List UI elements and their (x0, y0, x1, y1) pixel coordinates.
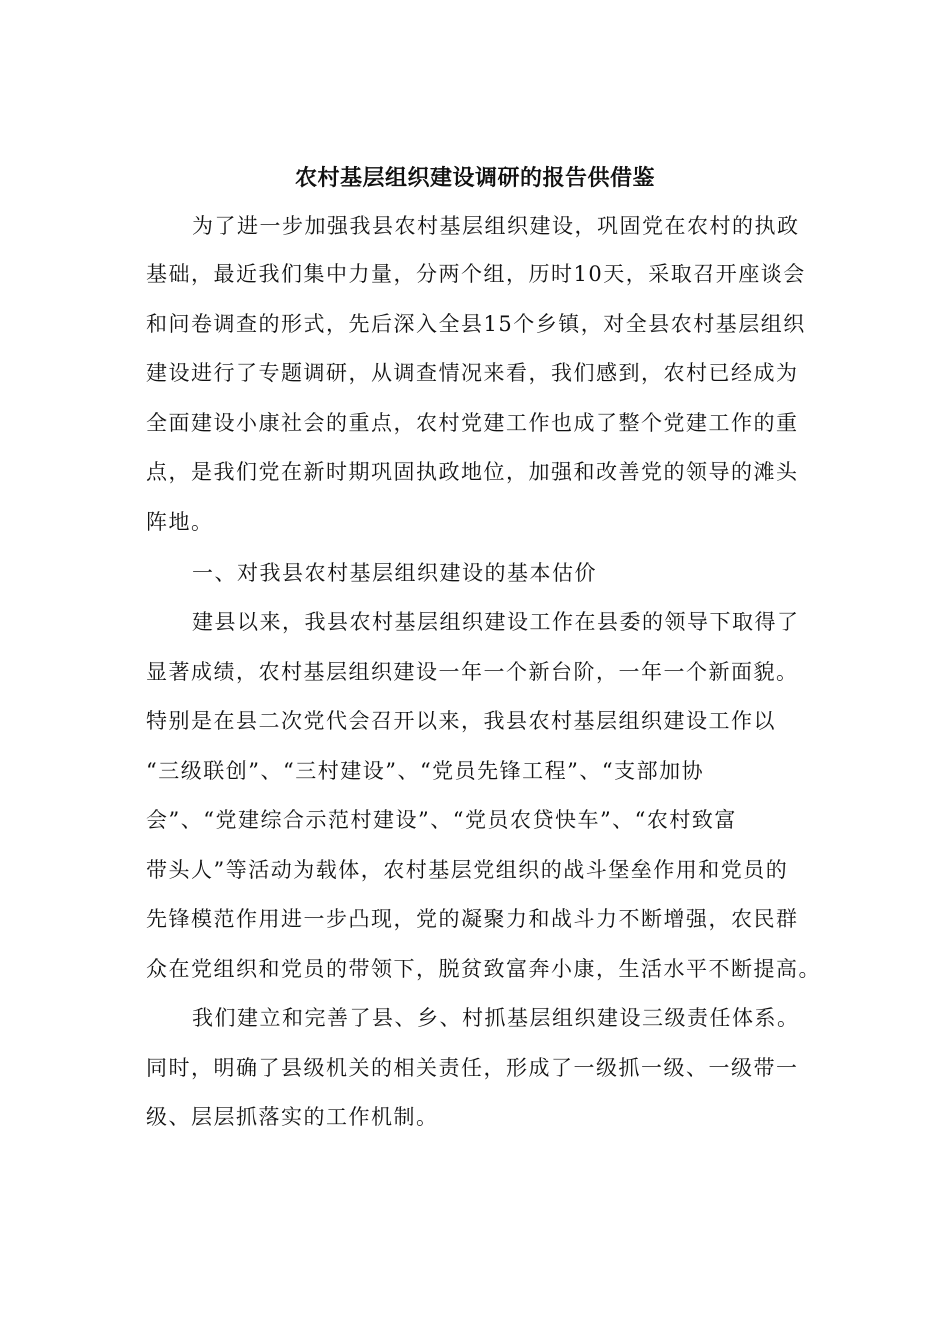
paragraph-line: 点，是我们党在新时期巩固执政地位，加强和改善党的领导的滩头 (146, 460, 799, 484)
paragraph-line: 显著成绩，农村基层组织建设一年一个新台阶，一年一个新面貌。 (146, 660, 799, 684)
paragraph-line: 众在党组织和党员的带领下，脱贫致富奔小康，生活水平不断提高。 (146, 957, 821, 981)
paragraph-line: 级、层层抓落实的工作机制。 (146, 1105, 439, 1129)
document-title: 农村基层组织建设调研的报告供借鉴 (294, 165, 655, 191)
paragraph-line: 阵地。 (146, 510, 214, 534)
section-heading: 一、对我县农村基层组织建设的基本估价 (192, 561, 597, 585)
paragraph-line: 同时，明确了县级机关的相关责任，形成了一级抓一级、一级带一 (146, 1056, 799, 1080)
paragraph-line: 特别是在县二次党代会召开以来，我县农村基层组织建设工作以 (146, 709, 776, 733)
paragraph-line: “三级联创”、“三村建设”、“党员先锋工程”、“支部加协 (146, 759, 705, 783)
paragraph-line: 会”、“党建综合示范村建设”、“党员农贷快车”、“农村致富 (146, 808, 737, 832)
paragraph-line: 建设进行了专题调研，从调查情况来看，我们感到，农村已经成为 (146, 361, 799, 385)
paragraph-line: 基础，最近我们集中力量，分两个组，历时10天，采取召开座谈会 (146, 262, 806, 286)
paragraph-line: 建县以来，我县农村基层组织建设工作在县委的领导下取得了 (192, 610, 800, 634)
paragraph-line: 全面建设小康社会的重点，农村党建工作也成了整个党建工作的重 (146, 411, 799, 435)
paragraph-line: 我们建立和完善了县、乡、村抓基层组织建设三级责任体系。 (192, 1006, 800, 1030)
paragraph-line: 和问卷调查的形式，先后深入全县15个乡镇，对全县农村基层组织 (146, 312, 806, 336)
paragraph-line: 先锋模范作用进一步凸现，党的凝聚力和战斗力不断增强，农民群 (146, 907, 799, 931)
paragraph-line: 为了进一步加强我县农村基层组织建设，巩固党在农村的执政 (192, 214, 800, 238)
paragraph-line: 带头人”等活动为载体，农村基层党组织的战斗堡垒作用和党员的 (146, 858, 789, 882)
